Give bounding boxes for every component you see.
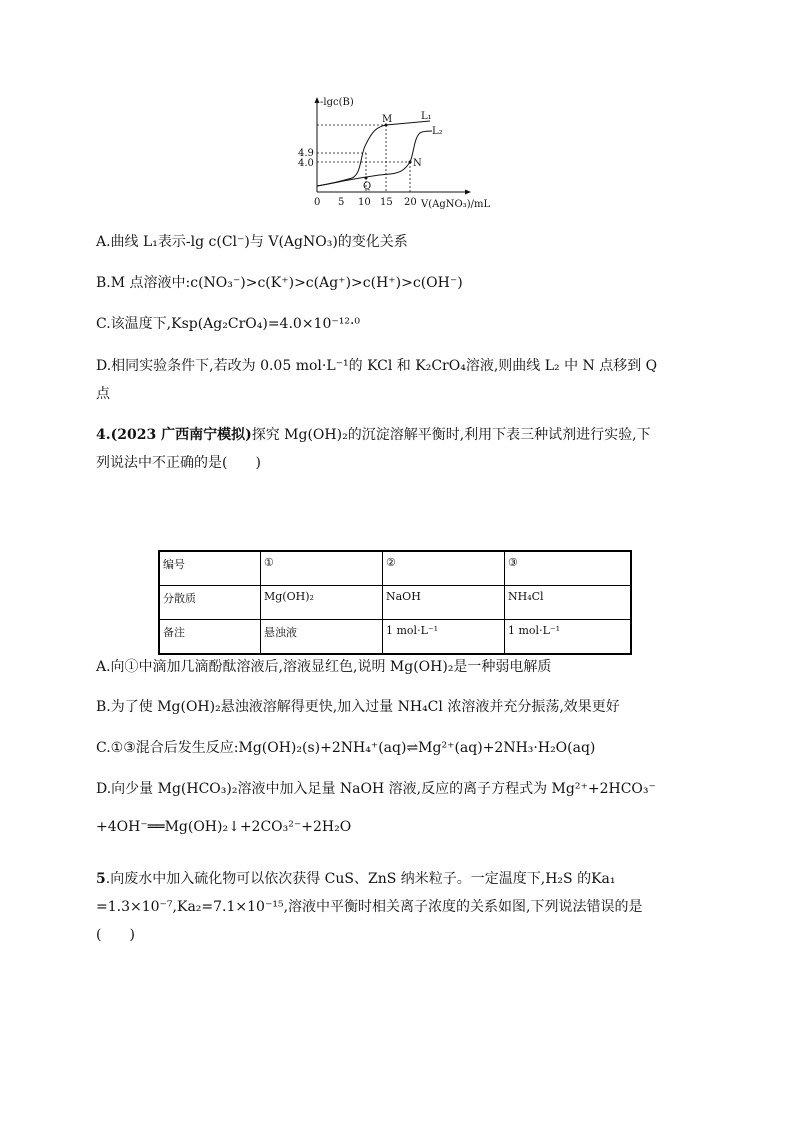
table-cell: 悬浊液 (261, 620, 383, 655)
point-label-M: M (382, 114, 393, 125)
q4-number: 4 (96, 427, 106, 443)
q3-option-d-cont: 点 (96, 386, 110, 402)
table-cell: 分散质 (159, 586, 261, 620)
x-tick: 15 (380, 197, 393, 208)
q4-option-d-cont: +4OH⁻══Mg(OH)₂↓+2CO₃²⁻+2H₂O (96, 819, 352, 835)
x-tick: 5 (338, 197, 345, 208)
table-cell: ① (261, 551, 383, 586)
x-tick: 20 (404, 197, 417, 208)
y-axis-label: -lgc(B) (320, 97, 354, 108)
q4-option-a: A.向①中滴加几滴酚酞溶液后,溶液显红色,说明 Mg(OH)₂是一种弱电解质 (96, 659, 552, 675)
table-row (159, 620, 631, 655)
y-tick: 4.0 (298, 158, 314, 169)
table-cell: 1 mol·L⁻¹ (383, 620, 505, 655)
q4-stem: 探究 Mg(OH)₂的沉淀溶解平衡时,利用下表三种试剂进行实验,下 (251, 427, 651, 443)
table-row (159, 586, 631, 620)
q3-option-c: C.该温度下,Ksp(Ag₂CrO₄)=4.0×10⁻¹²·⁰ (96, 316, 361, 332)
q5-stem-line2: =1.3×10⁻⁷,Ka₂=7.1×10⁻¹⁵,溶液中平衡时相关离子浓度的关系如图,下列说法错误的是 (96, 899, 643, 915)
table-cell: ② (383, 551, 505, 586)
q3-option-d: D.相同实验条件下,若改为 0.05 mol·L⁻¹的 KCl 和 K₂CrO₄溶液,则曲线 L₂ 中 N 点移到 Q (96, 358, 658, 374)
y-tick: 4.9 (298, 148, 314, 159)
q4-stem-line2: 列说法中不正确的是( ) (96, 455, 261, 471)
curve-label-L2: L₂ (432, 126, 443, 137)
table-cell: ③ (505, 551, 632, 586)
x-axis-label: V(AgNO₃)/mL (421, 199, 491, 210)
reagent-table (158, 550, 632, 655)
titration-graph (290, 94, 510, 212)
q3-option-b: B.M 点溶液中:c(NO₃⁻)>c(K⁺)>c(Ag⁺)>c(H⁺)>c(OH⁻) (96, 275, 463, 291)
x-tick: 0 (314, 197, 321, 208)
q4-stem-line1 (96, 425, 651, 445)
curve-label-L1: L₁ (421, 111, 432, 122)
q5-stem-line1 (96, 869, 615, 889)
table-cell: 备注 (159, 620, 261, 655)
q5-stem: .向废水中加入硫化物可以依次获得 CuS、ZnS 纳米粒子。一定温度下,H₂S 的Ka₁ (105, 871, 616, 887)
table-row (159, 551, 631, 586)
point-label-Q: Q (363, 181, 372, 192)
q5-stem-line3: ( ) (96, 927, 135, 943)
q4-option-c: C.①③混合后发生反应:Mg(OH)₂(s)+2NH₄⁺(aq)⇌Mg²⁺(aq)+2NH₃·H₂O(aq) (96, 740, 596, 756)
table-cell: NH₄Cl (505, 586, 632, 620)
point-label-N: N (413, 158, 422, 169)
q4-option-b: B.为了使 Mg(OH)₂悬浊液溶解得更快,加入过量 NH₄Cl 浓溶液并充分振荡,效果更好 (96, 699, 620, 715)
table-cell: 1 mol·L⁻¹ (505, 620, 632, 655)
table-cell: 编号 (159, 551, 261, 586)
q4-source: .(2023 广西南宁模拟) (105, 427, 252, 443)
x-tick: 10 (358, 197, 371, 208)
table-cell: NaOH (383, 586, 505, 620)
q4-option-d: D.向少量 Mg(HCO₃)₂溶液中加入足量 NaOH 溶液,反应的离子方程式为 Mg²⁺+2HCO₃⁻ (96, 781, 656, 797)
table-cell: Mg(OH)₂ (261, 586, 383, 620)
q3-option-a: A.曲线 L₁表示-lg c(Cl⁻)与 V(AgNO₃)的变化关系 (96, 234, 408, 250)
q5-number: 5 (96, 871, 106, 887)
